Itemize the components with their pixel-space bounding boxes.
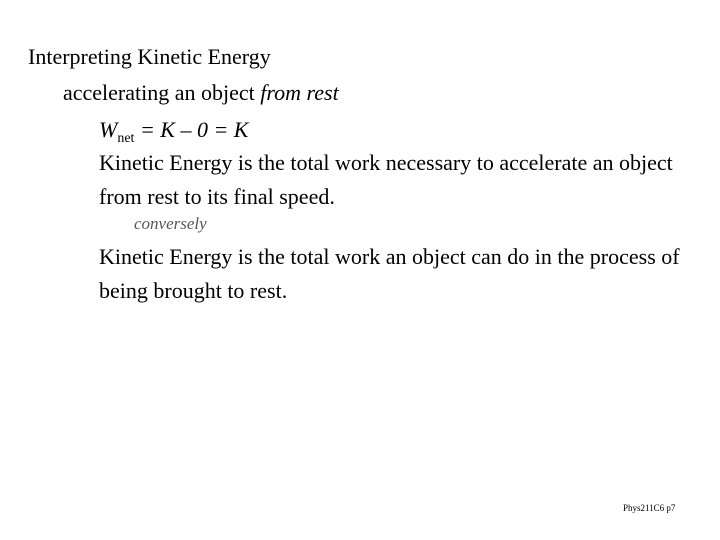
formula-net-subscript: net [117, 131, 135, 146]
conversely-note: conversely [134, 214, 207, 233]
slide-subtitle [63, 76, 339, 110]
slide-footer: Phys211C6 p7 [623, 503, 676, 513]
subtitle-text: accelerating an object [63, 80, 261, 105]
formula-w: W [99, 117, 118, 142]
subtitle-emphasis: from rest [260, 80, 339, 105]
formula-rest: = K – 0 = K [134, 117, 249, 142]
paragraph-kinetic-energy-rest: Kinetic Energy is the total work an object can do in the process of being brought to rest. [99, 244, 680, 303]
paragraph-kinetic-energy-work: Kinetic Energy is the total work necessary to accelerate an object from rest to its final speed. [99, 150, 673, 209]
slide-title: Interpreting Kinetic Energy [28, 44, 271, 69]
